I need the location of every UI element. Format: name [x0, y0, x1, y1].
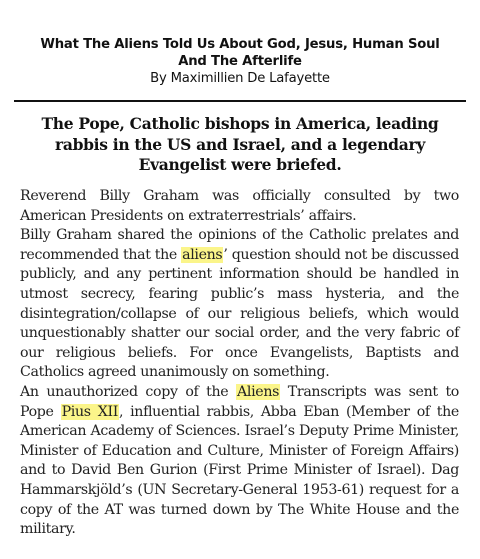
body-text — [20, 187, 459, 540]
highlight-aliens: aliens — [182, 246, 223, 263]
paragraph-3-text-a: An unauthorized copy of the — [20, 383, 237, 400]
highlight-aliens-transcripts: Aliens — [237, 383, 280, 400]
paragraph-2-text-a: Billy Graham shared the opinions of the Catholic prelates and recommended that the — [20, 227, 459, 263]
paragraph-2-text-b: ’ question should not be discussed publicly, and any pertinent information should be handled in utmost secrecy, fearing public’s mass hysteria, and the disintegration/collapse of our religious beliefs, which would unquestionably shatter our social order, and the very fabric of our religious beliefs. For once Evangelists, Baptists and Catholics agreed unanimously on something. — [20, 246, 459, 381]
paragraph-2 — [20, 226, 459, 383]
highlight-pius-xii: Pius XII — [61, 403, 118, 420]
paragraph-3-text-c: , influential rabbis, Abba Eban (Member of the American Academy of Sciences. Israel’s Deputy Prime Minister, Minister of Education and Culture, Minister of Foreign Affairs) and to David Ben Gurion (First Prime Minister of Israel). Dag Hammarskjöld’s (UN Secretary-General 1953-61) request for a copy of the AT was turned down by The White House and the military. — [20, 403, 459, 538]
book-author: By Maximillien De Lafayette — [150, 71, 330, 86]
header-divider — [14, 100, 466, 102]
paragraph-3-text-b: Transcripts was sent to Pope — [20, 383, 459, 420]
book-title-line-1: What The Aliens Told Us About God, Jesus, Human Soul — [40, 37, 440, 52]
section-heading: The Pope, Catholic bishops in America, leading rabbis in the US and Israel, and a legendary Evangelist were briefed. — [41, 114, 439, 174]
book-title-line-2: And The Afterlife — [178, 54, 302, 69]
page-header — [0, 36, 480, 87]
paragraph-3 — [20, 383, 459, 540]
paragraph-1-text: Reverend Billy Graham was officially consulted by two American Presidents on extraterrestrials’ affairs. — [20, 188, 459, 224]
paragraph-1 — [20, 187, 459, 226]
